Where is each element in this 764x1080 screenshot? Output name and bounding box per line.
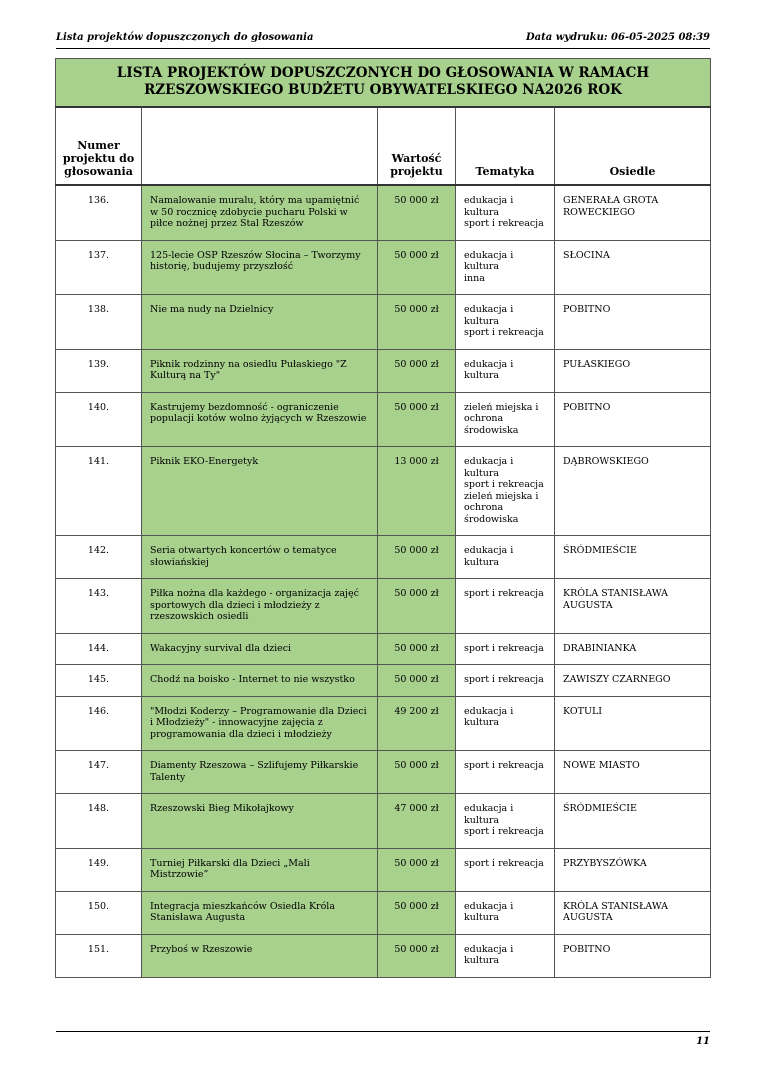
table-row <box>56 295 711 350</box>
topic-item: edukacja i kultura <box>464 304 514 327</box>
project-name: Kastrujemy bezdomność - ograniczenie populacji kotów wolno żyjących w Rzeszowie <box>142 392 378 447</box>
table-row <box>56 633 711 665</box>
column-header-topic: Tematyka <box>456 107 555 185</box>
project-value: 50 000 zł <box>378 349 456 392</box>
project-estate: POBITNO <box>555 295 711 350</box>
table-row <box>56 848 711 891</box>
topic-item: edukacja i kultura <box>464 358 514 381</box>
table-row <box>56 751 711 794</box>
column-header-name <box>142 107 378 185</box>
project-estate: SŁOCINA <box>555 240 711 295</box>
project-estate: PRZYBYSZÓWKA <box>555 848 711 891</box>
topic-item: inna <box>464 272 485 284</box>
project-name: Chodź na boisko - Internet to nie wszystko <box>142 665 378 697</box>
topic-item: edukacja i kultura <box>464 803 514 826</box>
project-topics <box>456 240 555 295</box>
project-estate: GENERAŁA GROTA ROWECKIEGO <box>555 185 711 240</box>
topic-item: edukacja i kultura <box>464 456 514 479</box>
topic-item: edukacja i kultura <box>464 900 514 923</box>
project-number: 143. <box>56 579 142 634</box>
project-name: Integracja mieszkańców Osiedla Króla Stanisława Augusta <box>142 891 378 934</box>
table-row <box>56 891 711 934</box>
topic-item: edukacja i kultura <box>464 195 514 218</box>
table-row <box>56 392 711 447</box>
project-number: 139. <box>56 349 142 392</box>
project-name: Piknik EKO-Energetyk <box>142 447 378 536</box>
project-number: 150. <box>56 891 142 934</box>
project-number: 140. <box>56 392 142 447</box>
table-row <box>56 185 711 240</box>
project-topics <box>456 633 555 665</box>
project-number: 151. <box>56 934 142 977</box>
column-header-value: Wartość projektu <box>378 107 456 185</box>
project-estate: KRÓLA STANISŁAWA AUGUSTA <box>555 891 711 934</box>
project-estate: NOWE MIASTO <box>555 751 711 794</box>
project-name: Turniej Piłkarski dla Dzieci „Mali Mistrzowie” <box>142 848 378 891</box>
project-name: Wakacyjny survival dla dzieci <box>142 633 378 665</box>
column-header-estate: Osiedle <box>555 107 711 185</box>
document-title-header: Lista projektów dopuszczonych do głosowania <box>56 32 314 43</box>
topic-item: sport i rekreacja <box>464 826 544 837</box>
table-row <box>56 240 711 295</box>
project-value: 50 000 zł <box>378 579 456 634</box>
project-topics <box>456 751 555 794</box>
project-number: 141. <box>56 447 142 536</box>
project-value: 50 000 zł <box>378 848 456 891</box>
project-estate: POBITNO <box>555 392 711 447</box>
table-body <box>56 185 711 977</box>
project-name: Przyboś w Rzeszowie <box>142 934 378 977</box>
project-number: 146. <box>56 696 142 751</box>
project-number: 142. <box>56 536 142 579</box>
project-topics <box>456 295 555 350</box>
print-date: Data wydruku: 06-05-2025 08:39 <box>525 32 710 43</box>
topic-item: edukacja i kultura <box>464 705 514 728</box>
topic-item: sport i rekreacja <box>464 588 544 599</box>
project-estate: KOTULI <box>555 696 711 751</box>
topic-item: sport i rekreacja <box>464 327 544 338</box>
topic-item: sport i rekreacja <box>464 218 544 229</box>
project-name: Diamenty Rzeszowa – Szlifujemy Piłkarskie Talenty <box>142 751 378 794</box>
project-topics <box>456 185 555 240</box>
project-name: 125-lecie OSP Rzeszów Słocina – Tworzymy historię, budujemy przyszłość <box>142 240 378 295</box>
project-value: 50 000 zł <box>378 536 456 579</box>
project-topics <box>456 934 555 977</box>
topic-item: sport i rekreacja <box>464 760 544 771</box>
project-topics <box>456 696 555 751</box>
project-topics <box>456 891 555 934</box>
topic-item: zieleń miejska i ochrona środowiska <box>464 401 539 436</box>
project-estate: ŚRÓDMIEŚCIE <box>555 794 711 849</box>
topic-item: sport i rekreacja <box>464 857 544 869</box>
project-value: 13 000 zł <box>378 447 456 536</box>
project-topics <box>456 392 555 447</box>
topic-item: sport i rekreacja <box>464 674 544 685</box>
page-header <box>56 32 710 49</box>
project-name: "Młodzi Koderzy – Programowanie dla Dzieci i Młodzieży" - innowacyjne zajęcia z programowania dla dzieci i młodzieży <box>142 696 378 751</box>
project-number: 138. <box>56 295 142 350</box>
project-value: 50 000 zł <box>378 185 456 240</box>
project-topics <box>456 536 555 579</box>
project-number: 148. <box>56 794 142 849</box>
project-name: Namalowanie muralu, który ma upamiętnić w 50 rocznicę zdobycie pucharu Polski w piłce nożnej przez Stal Rzeszów <box>142 185 378 240</box>
project-value: 50 000 zł <box>378 665 456 697</box>
table-row <box>56 447 711 536</box>
project-value: 50 000 zł <box>378 295 456 350</box>
project-topics <box>456 794 555 849</box>
topic-item: zieleń miejska i ochrona środowiska <box>464 490 539 525</box>
project-value: 50 000 zł <box>378 392 456 447</box>
project-name: Seria otwartych koncertów o tematyce słowiańskiej <box>142 536 378 579</box>
table-row <box>56 349 711 392</box>
project-name: Rzeszowski Bieg Mikołajkowy <box>142 794 378 849</box>
project-number: 137. <box>56 240 142 295</box>
project-estate: PUŁASKIEGO <box>555 349 711 392</box>
project-topics <box>456 848 555 891</box>
table-row <box>56 934 711 977</box>
project-estate: DRABINIANKA <box>555 633 711 665</box>
project-estate: ZAWISZY CZARNEGO <box>555 665 711 697</box>
project-name: Nie ma nudy na Dzielnicy <box>142 295 378 350</box>
table-row <box>56 665 711 697</box>
project-estate: DĄBROWSKIEGO <box>555 447 711 536</box>
project-value: 50 000 zł <box>378 891 456 934</box>
project-estate: KRÓLA STANISŁAWA AUGUSTA <box>555 579 711 634</box>
table-row <box>56 579 711 634</box>
project-name: Piknik rodzinny na osiedlu Pułaskiego "Z Kulturą na Ty" <box>142 349 378 392</box>
project-value: 50 000 zł <box>378 934 456 977</box>
column-header-number: Numer projektu do głosowania <box>56 107 142 185</box>
footer-divider <box>56 1031 710 1032</box>
topic-item: edukacja i kultura <box>464 545 514 568</box>
topic-item: edukacja i kultura <box>464 943 514 966</box>
project-topics <box>456 349 555 392</box>
project-number: 149. <box>56 848 142 891</box>
table-title: LISTA PROJEKTÓW DOPUSZCZONYCH DO GŁOSOWANIA W RAMACH RZESZOWSKIEGO BUDŻETU OBYWATELSKIEGO NA2026 ROK <box>56 59 711 108</box>
table-row <box>56 536 711 579</box>
project-estate: POBITNO <box>555 934 711 977</box>
project-value: 49 200 zł <box>378 696 456 751</box>
project-name: Piłka nożna dla każdego - organizacja zajęć sportowych dla dzieci i młodzieży z rzeszowskich osiedli <box>142 579 378 634</box>
table-row <box>56 794 711 849</box>
table-row <box>56 696 711 751</box>
page-number: 11 <box>696 1036 710 1047</box>
project-topics <box>456 665 555 697</box>
project-number: 145. <box>56 665 142 697</box>
project-number: 136. <box>56 185 142 240</box>
project-number: 144. <box>56 633 142 665</box>
project-value: 50 000 zł <box>378 633 456 665</box>
project-topics <box>456 579 555 634</box>
project-value: 50 000 zł <box>378 240 456 295</box>
project-number: 147. <box>56 751 142 794</box>
topic-item: edukacja i kultura <box>464 249 514 272</box>
topic-item: sport i rekreacja <box>464 479 544 490</box>
project-topics <box>456 447 555 536</box>
project-estate: ŚRÓDMIEŚCIE <box>555 536 711 579</box>
projects-table <box>55 58 711 978</box>
project-value: 50 000 zł <box>378 751 456 794</box>
project-value: 47 000 zł <box>378 794 456 849</box>
topic-item: sport i rekreacja <box>464 642 544 654</box>
